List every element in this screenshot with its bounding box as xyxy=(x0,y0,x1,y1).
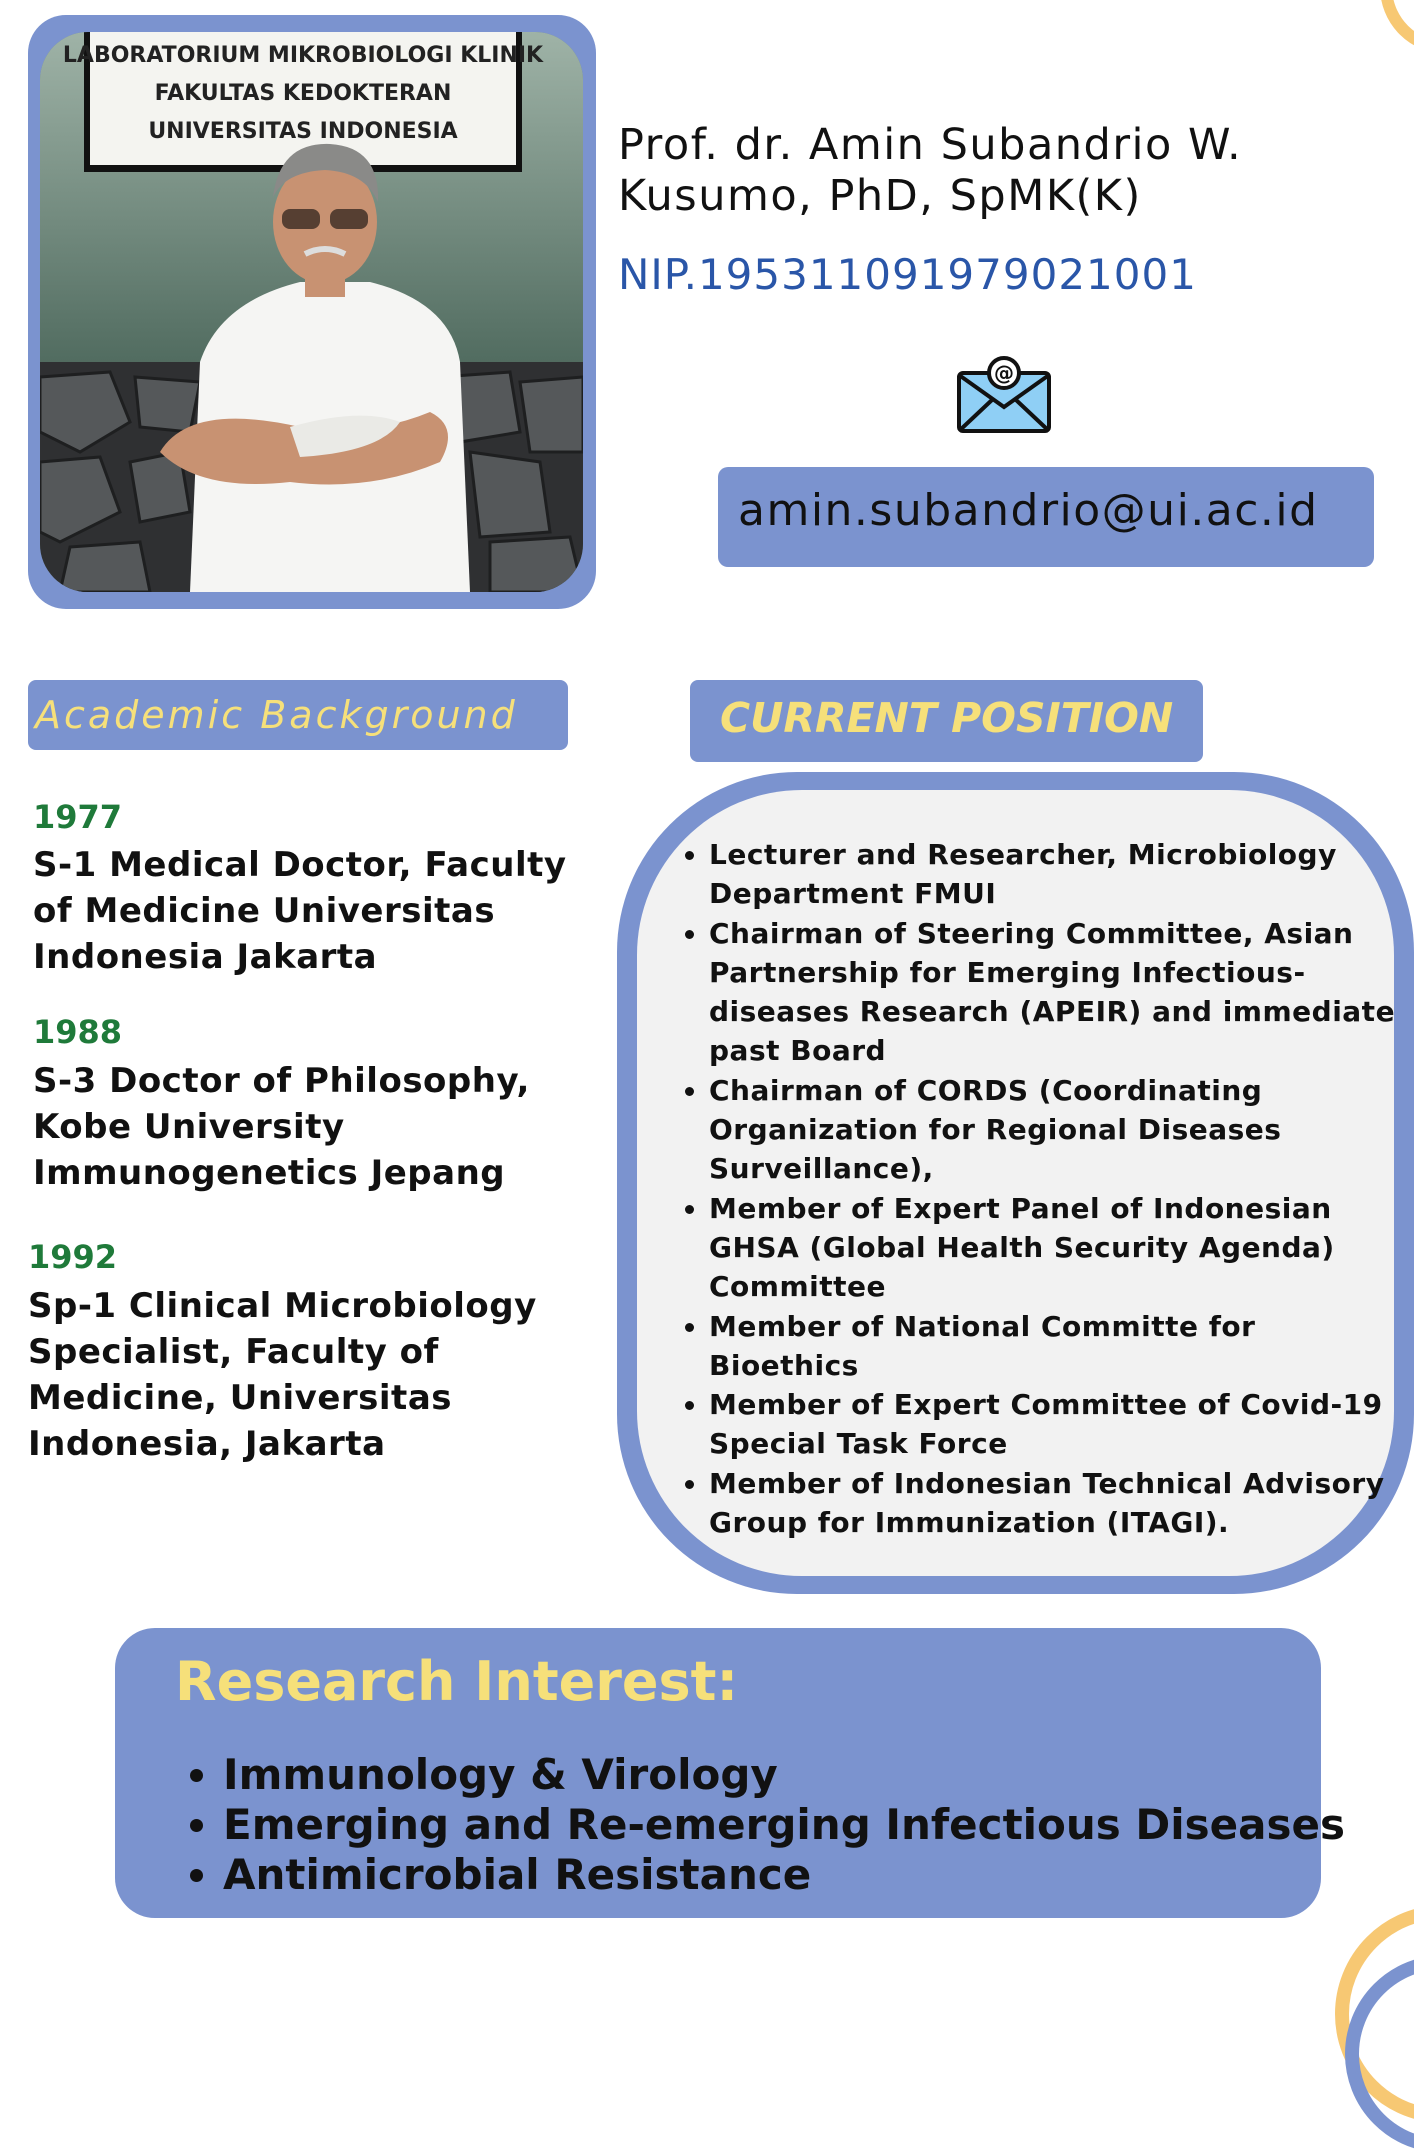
academic-title: Academic Background xyxy=(35,693,518,737)
list-item: • Chairman of CORDS (Coordinating Organization for Regional Diseases Surveillance), xyxy=(709,1071,1409,1189)
research-title: Research Interest: xyxy=(175,1650,739,1713)
academic-year: 1977 xyxy=(33,798,123,836)
sign-line-1: LABORATORIUM MIKROBIOLOGI KLINIK xyxy=(62,43,544,68)
list-item: • Member of Expert Committee of Covid-19 Special Task Force xyxy=(709,1385,1409,1464)
sign-line-2: FAKULTAS KEDOKTERAN xyxy=(154,81,452,106)
name-line-2: Kusumo, PhD, SpMK(K) xyxy=(618,171,1142,221)
portrait-photo xyxy=(40,32,583,592)
email-link[interactable]: amin.subandrio@ui.ac.id xyxy=(738,485,1319,536)
nip-number: NIP.195311091979021001 xyxy=(618,250,1197,299)
research-list xyxy=(175,1750,1345,1900)
name-line-1: Prof. dr. Amin Subandrio W. xyxy=(618,120,1243,170)
portrait-illustration xyxy=(40,32,583,592)
academic-year: 1988 xyxy=(33,1013,123,1051)
list-item: • Member of National Committe for Bioethics xyxy=(709,1307,1409,1386)
svg-text:@: @ xyxy=(994,361,1014,385)
academic-degree: S-1 Medical Doctor, Faculty of Medicine Universitas Indonesia Jakarta xyxy=(33,845,567,977)
list-item: • Antimicrobial Resistance xyxy=(223,1850,1345,1900)
sign-line-3: UNIVERSITAS INDONESIA xyxy=(148,119,458,144)
list-item: • Immunology & Virology xyxy=(223,1750,1345,1800)
list-item: • Lecturer and Researcher, Microbiology Department FMUI xyxy=(709,835,1409,914)
academic-degree: Sp-1 Clinical Microbiology Specialist, Faculty of Medicine, Universitas Indonesia, Jakarta xyxy=(28,1286,537,1464)
position-list xyxy=(673,835,1409,1542)
position-title: CURRENT POSITION xyxy=(720,694,1174,742)
list-item: • Member of Indonesian Technical Advisory Group for Immunization (ITAGI). xyxy=(709,1464,1409,1543)
academic-year: 1992 xyxy=(28,1238,118,1276)
list-item: • Member of Expert Panel of Indonesian GHSA (Global Health Security Agenda) Committee xyxy=(709,1189,1409,1307)
list-item: • Emerging and Re-emerging Infectious Diseases xyxy=(223,1800,1345,1850)
decorative-arc-top xyxy=(1380,0,1414,54)
profile-name xyxy=(618,120,1378,222)
academic-degree: S-3 Doctor of Philosophy, Kobe University Immunogenetics Jepang xyxy=(33,1061,530,1193)
list-item: • Chairman of Steering Committee, Asian Partnership for Emerging Infectious-diseases Research (APEIR) and immediate past Board xyxy=(709,914,1409,1071)
envelope-at-icon xyxy=(955,355,1053,435)
